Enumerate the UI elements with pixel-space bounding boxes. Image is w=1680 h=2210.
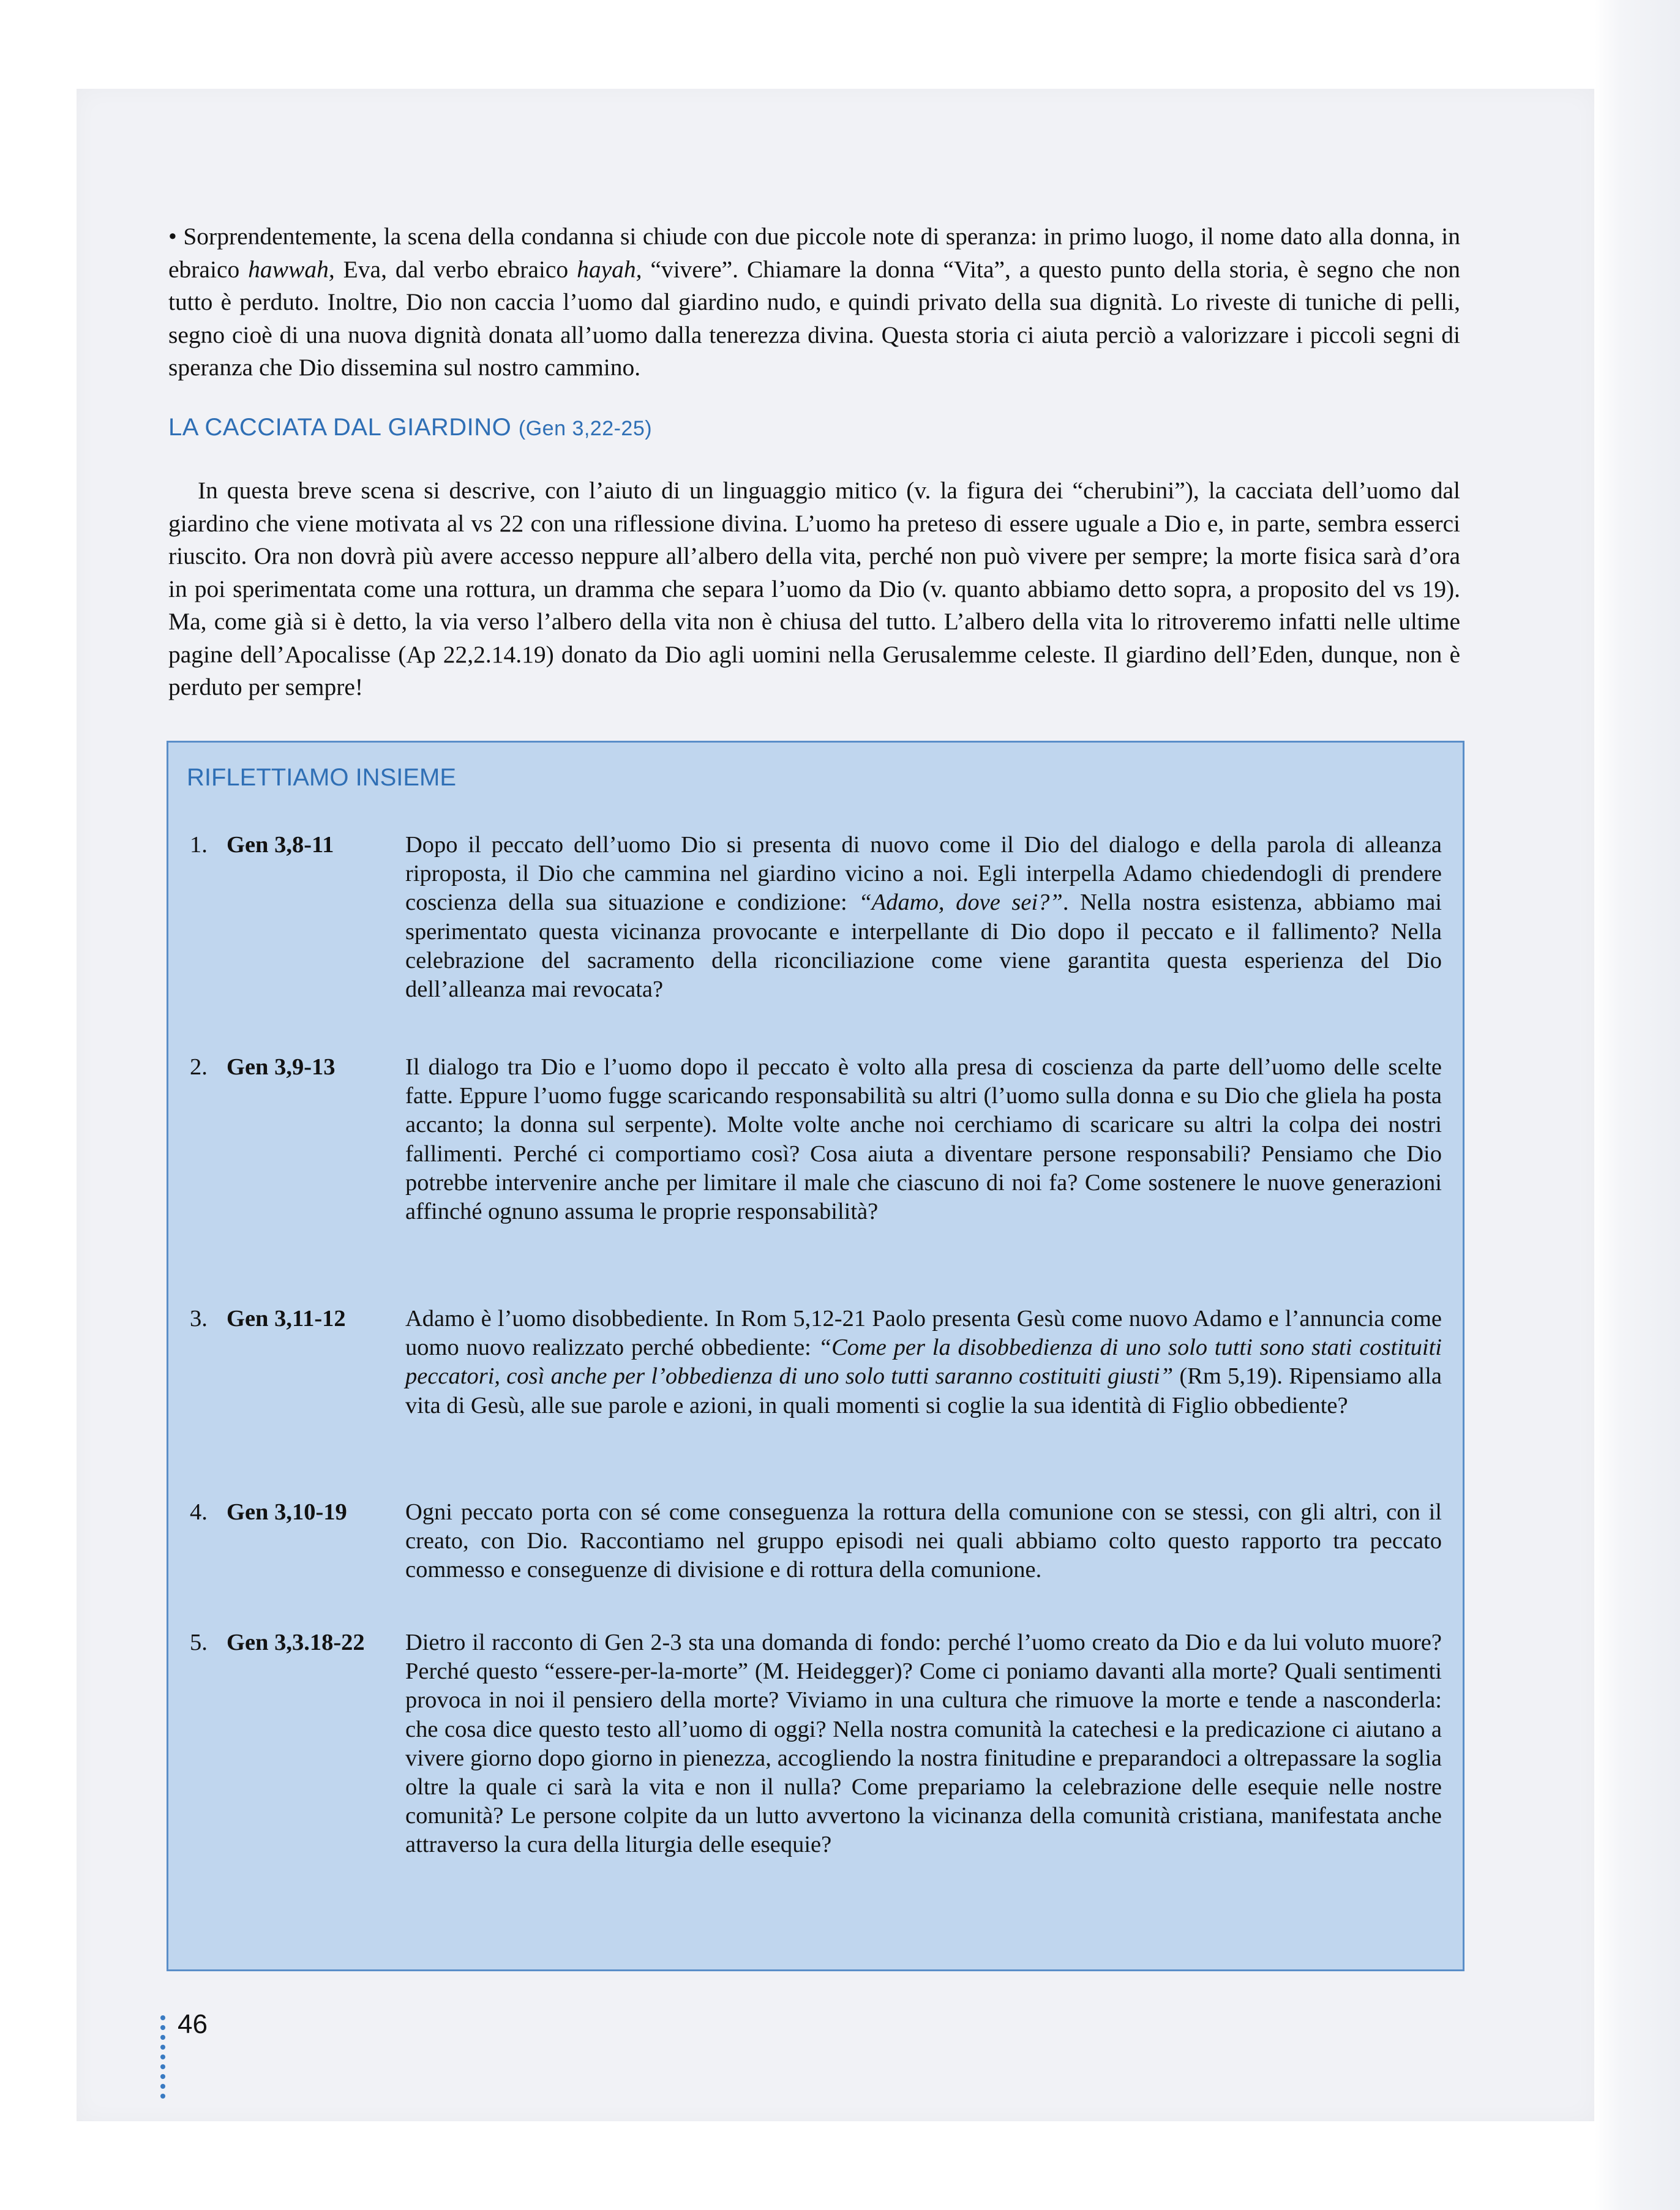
reflection-item-3 xyxy=(190,1305,1442,1420)
item-number: 2. xyxy=(190,1054,208,1080)
para-mid: Eva, dal verbo ebraico xyxy=(334,255,577,283)
item-number: 3. xyxy=(190,1306,208,1332)
item-reference: Gen 3,10-19 xyxy=(227,1499,347,1525)
para-tail: “vivere”. Chiamare la donna “Vita”, a questo punto della storia, è segno che non tutto è perduto. Inoltre, Dio non caccia l’uomo dal giardino nudo, e quindi privato della sua dignità. Lo riveste di tuniche di pelli, segno cioè di una nuova dignità donata all’uomo dalla tenerezza divina. Questa storia ci aiuta perciò a valorizzare i piccoli segni di speranza che Dio dissemina sul nostro cammino. xyxy=(168,255,1460,381)
item-quote: “Adamo, dove sei?” xyxy=(858,890,1063,916)
section-body: In questa breve scena si descrive, con l’aiuto di un linguaggio mitico (v. la figura dei “cherubini”), la cacciata dell’uomo dal giardino che viene motivata al vs 22 con una riflessione divina. L’uomo ha preteso di essere uguale a Dio e, in parte, sembra esserci riuscito. Ora non dovrà più avere accesso neppure all’albero della vita, perché non può vivere per sempre; la morte fisica sarà d’ora in poi sperimentata come una rottura, un dramma che separa l’uomo da Dio (v. quanto abbiamo detto sopra, a proposito del vs 19). Ma, come già si è detto, la via verso l’albero della vita non è chiusa del tutto. L’albero della vita lo ritroveremo infatti nelle ultime pagine dell’Apocalisse (Ap 22,2.14.19) donato da Dio agli uomini nella Gerusalemme celeste. Il giardino dell’Eden, dunque, non è perduto per sempre! xyxy=(168,477,1460,700)
item-reference: Gen 3,8-11 xyxy=(227,832,334,858)
section-heading xyxy=(168,414,652,441)
item-text: Il dialogo tra Dio e l’uomo dopo il peccato è volto alla presa di coscienza da parte dell’uomo delle scelte fatte. Eppure l’uomo fugge scaricando responsabilità su altri (l’uomo sulla donna e su Dio che gliela ha posta accanto; la donna sul serpente). Molte volte anche noi cerchiamo di scaricare su altri la colpa dei nostri fallimenti. Perché ci comportiamo così? Cosa aiuta a diventare persone responsabili? Pensiamo che Dio potrebbe intervenire anche per limitare il male che ciascuno di noi fa? Come sostenere le nuove generazioni affinché ognuno assuma le proprie responsabilità? xyxy=(405,1054,1442,1225)
reflection-item-4 xyxy=(190,1498,1442,1585)
box-title: RIFLETTIAMO INSIEME xyxy=(187,764,457,791)
item-text: Ogni peccato porta con sé come conseguenza la rottura della comunione con se stessi, con gli altri, con il creato, con Dio. Raccontiamo nel gruppo episodi nei quali abbiamo colto questo rapporto tra peccato commesso e conseguenze di divisione e di rottura della comunione. xyxy=(405,1499,1442,1583)
item-text: Dopo il peccato dell’uomo Dio si presenta di nuovo come il Dio del dialogo e della parola di alleanza riproposta, il Dio che cammina nel giardino vicino a noi. Egli interpella Adamo chiedendogli di prendere coscienza della sua situazione e condizione: “Adamo, dove sei?”. Nella nostra esistenza, abbiamo mai sperimentato questa vicinanza provocante e interpellante di Dio dopo il peccato e il fallimento? Nella celebrazione del sacramento della riconciliazione come viene garantita questa esperienza del Dio dell’alleanza mai revocata? xyxy=(405,832,1442,1003)
item-number: 4. xyxy=(190,1499,208,1525)
item-number: 5. xyxy=(190,1630,208,1655)
para-lead: Sorprendentemente, la scena della condanna si chiude con due piccole note di speranza: in primo luogo, il nome dato alla donna, in ebraico xyxy=(168,223,1460,283)
term-hawwah: hawwah, xyxy=(248,255,335,283)
facing-page-edge xyxy=(1594,0,1680,2210)
reflection-item-1 xyxy=(190,831,1442,1004)
item-text: Dietro il racconto di Gen 2-3 sta una domanda di fondo: perché l’uomo creato da Dio e da lui voluto muore? Perché questo “essere-per-la-morte” (M. Heidegger)? Come ci poniamo davanti alla morte? Quali sentimenti provoca in noi il pensiero della morte? Viviamo in una cultura che rimuove la morte e tende a nasconderla: che cosa dice questo testo all’uomo di oggi? Nella nostra comunità la catechesi e la predicazione ci aiutano a vivere giorno dopo giorno in pienezza, accogliendo la nostra finitudine e preparandoci a oltrepassare la soglia oltre la quale ci sarà la vita e non il nulla? Come prepariamo la celebrazione delle esequie nelle nostre comunità? Le persone colpite da un lutto avvertono la vicinanza della comunità cristiana, manifestata anche attraverso la cura della liturgia delle esequie? xyxy=(405,1630,1442,1858)
item-reference: Gen 3,11-12 xyxy=(227,1306,346,1332)
item-text: Adamo è l’uomo disobbediente. In Rom 5,12-21 Paolo presenta Gesù come nuovo Adamo e l’annuncia come uomo nuovo realizzato perché obbediente: “Come per la disobbedienza di uno solo tutti sono stati costituiti peccatori, così anche per l’obbedienza di uno solo tutti saranno costituiti giusti” (Rm 5,19). Ripensiamo alla vita di Gesù, alle sue parole e azioni, in quali momenti si coglie la sua identità di Figlio obbediente? xyxy=(405,1306,1442,1418)
section-ref: (Gen 3,22-25) xyxy=(518,417,653,440)
item-quote: “Come per la disobbedienza di uno solo tutti sono stati costituiti peccatori, così anche per l’obbedienza di uno solo tutti saranno costituiti giusti” xyxy=(405,1335,1442,1390)
reflection-item-2 xyxy=(190,1053,1442,1226)
page-number: 46 xyxy=(178,2009,208,2039)
term-hayah: hayah, xyxy=(577,255,642,283)
reflection-item-5 xyxy=(190,1628,1442,1860)
item-number: 1. xyxy=(190,832,208,858)
bullet: • xyxy=(168,223,177,250)
item-reference: Gen 3,3.18-22 xyxy=(227,1630,365,1655)
item-reference: Gen 3,9-13 xyxy=(227,1054,336,1080)
hope-paragraph xyxy=(168,220,1460,384)
page-number-dots xyxy=(160,2015,167,2103)
section-title: LA CACCIATA DAL GIARDINO xyxy=(168,414,512,441)
